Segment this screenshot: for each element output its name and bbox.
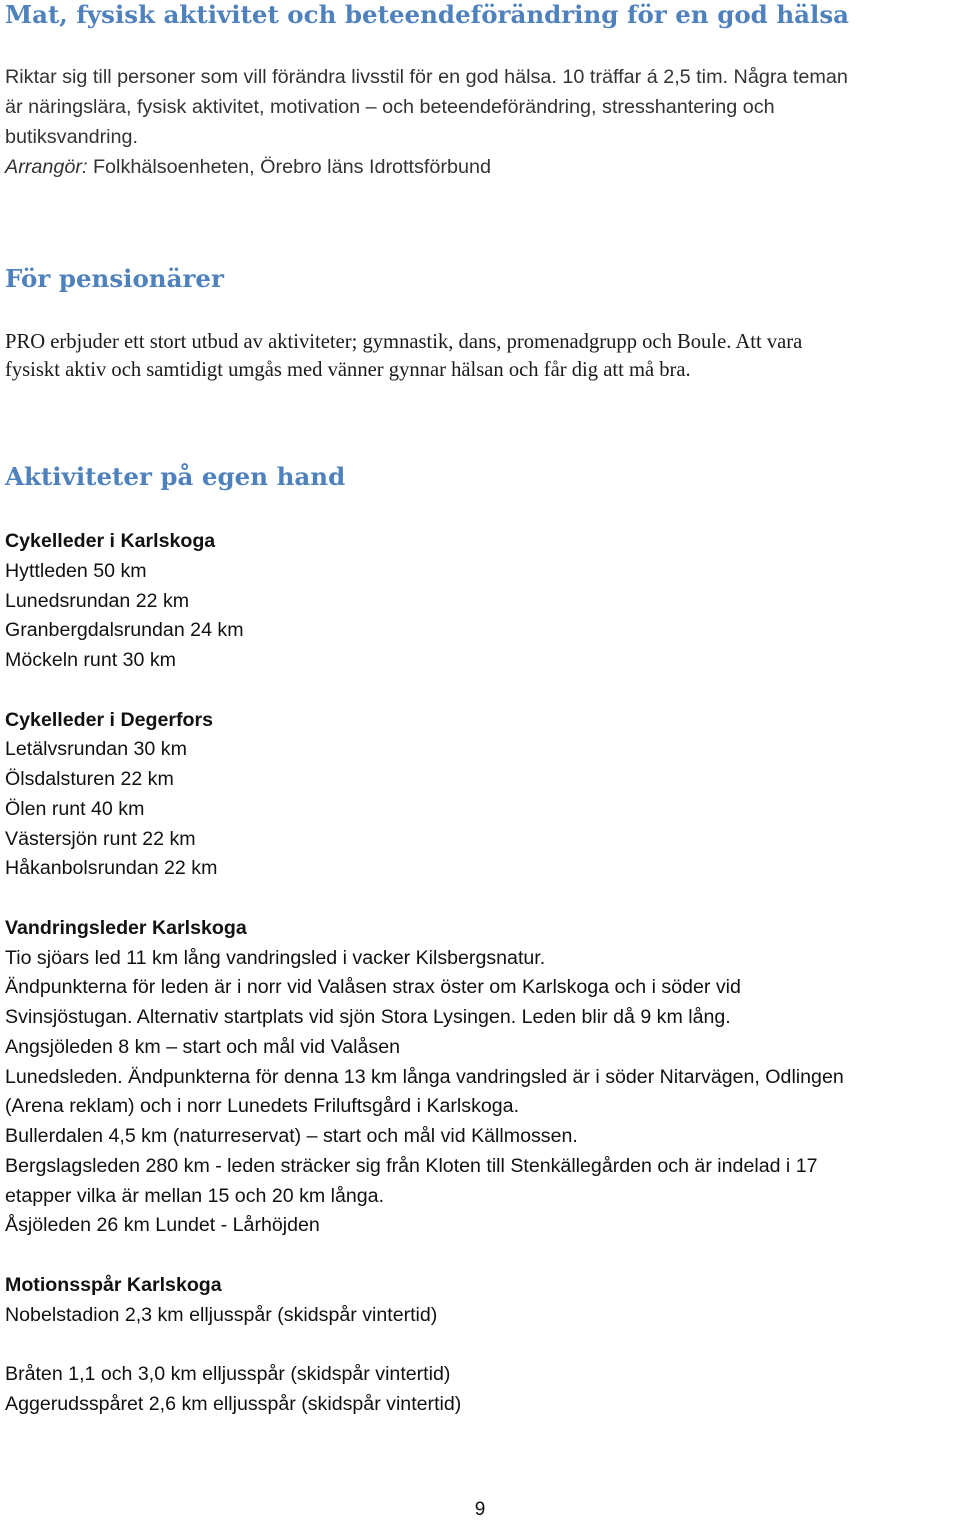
list-item: Lunedsrundan 22 km [5,589,190,612]
organizer-label: Arrangör: [5,156,88,178]
list-item: Angsjöleden 8 km – start och mål vid Valåsen [5,1035,400,1058]
list-item: Aggerudsspåret 2,6 km elljusspår (skidspår vintertid) [5,1392,462,1415]
list-spacer [5,1330,960,1360]
list-item: Håkanbolsrundan 22 km [5,857,218,880]
list-subheading: Cykelleder i Karlskoga [5,530,216,552]
list-item: (Arena reklam) och i norr Lunedets Friluftsgård i Karlskoga. [5,1095,520,1118]
list-item: Bråten 1,1 och 3,0 km elljusspår (skidspår vintertid) [5,1363,451,1385]
list-item: Tio sjöars led 11 km lång vandringsled i vacker Kilsbergsnatur. [5,946,546,969]
list-item: Granbergdalsrundan 24 km [5,619,244,642]
list-item: Möckeln runt 30 km [5,649,176,671]
activity-list [5,527,960,1420]
section-heading-health: Mat, fysisk aktivitet och beteendeförändring för en god hälsa [5,0,849,29]
list-spacer [5,676,960,706]
paragraph-line: fysiskt aktiv och samtidigt umgås med vänner gynnar hälsan och får dig att må bra. [5,359,691,381]
health-course-description [5,62,960,182]
list-subheading: Cykelleder i Degerfors [5,708,214,731]
list-subheading: Vandringsleder Karlskoga [5,916,247,939]
list-item: Hyttleden 50 km [5,559,147,582]
organizer-value: Folkhälsoenheten, Örebro läns Idrottsförbund [87,156,492,178]
list-item: Svinsjöstugan. Alternativ startplats vid sjön Stora Lysingen. Leden blir då 9 km lång. [5,1006,731,1028]
list-subheading: Motionsspår Karlskoga [5,1273,222,1296]
list-item: etapper vilka är mellan 15 och 20 km långa. [5,1184,385,1207]
paragraph-line: PRO erbjuder ett stort utbud av aktiviteter; gymnastik, dans, promenadgrupp och Boule. Att vara [5,331,803,353]
list-item: Letälvsrundan 30 km [5,738,187,761]
list-item: Bullerdalen 4,5 km (naturreservat) – start och mål vid Källmossen. [5,1125,578,1147]
paragraph-line: butiksvandring. [5,126,139,148]
list-item: Lunedsleden. Ändpunkterna för denna 13 km långa vandringsled är i söder Nitarvägen, Odlingen [5,1065,844,1088]
paragraph-line: Riktar sig till personer som vill förändra livsstil för en god hälsa. 10 träffar á 2,5 tim. Några teman [5,66,848,88]
list-item: Åsjöleden 26 km Lundet - Lårhöjden [5,1214,320,1237]
list-item: Västersjön runt 22 km [5,827,196,850]
list-spacer [5,1241,960,1271]
list-item: Bergslagsleden 280 km - leden sträcker sig från Kloten till Stenkällegården och är indelad i 17 [5,1154,818,1177]
pensioners-description [5,328,960,384]
section-heading-pensioners: För pensionärer [5,264,224,293]
organizer-line [5,152,960,182]
list-item: Ändpunkterna för leden är i norr vid Valåsen strax öster om Karlskoga och i söder vid [5,976,741,999]
list-item: Ölsdalsturen 22 km [5,768,174,790]
page-number: 9 [474,1499,486,1520]
section-heading-activities: Aktiviteter på egen hand [5,462,346,491]
list-item: Ölen runt 40 km [5,797,145,820]
list-spacer [5,884,960,914]
list-item: Nobelstadion 2,3 km elljusspår (skidspår vintertid) [5,1303,438,1326]
paragraph-line: är näringslära, fysisk aktivitet, motivation – och beteendeförändring, stresshantering och [5,96,775,118]
